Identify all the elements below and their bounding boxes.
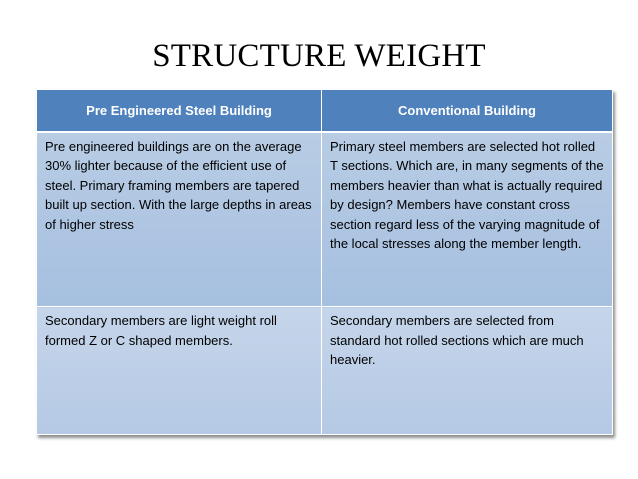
cell-pre-engineered-secondary: Secondary members are light weight roll formed Z or C shaped members. (37, 307, 322, 435)
table-row (37, 132, 613, 307)
comparison-table (36, 89, 613, 435)
cell-conventional-weight: Primary steel members are selected hot rolled T sections. Which are, in many segments of the members heavier than what is actually required by design? Members have constant cross section regard less of the varying magnitude of the local stresses along the member length. (322, 132, 613, 307)
header-pre-engineered: Pre Engineered Steel Building (37, 90, 322, 132)
header-conventional: Conventional Building (322, 90, 613, 132)
cell-conventional-secondary: Secondary members are selected from standard hot rolled sections which are much heavier. (322, 307, 613, 435)
table-header-row (37, 90, 613, 132)
slide-title: STRUCTURE WEIGHT (152, 38, 486, 74)
table-row (37, 307, 613, 435)
cell-pre-engineered-weight: Pre engineered buildings are on the average 30% lighter because of the efficient use of steel. Primary framing members are tapered built up section. With the large depths in areas of higher stress (37, 132, 322, 307)
